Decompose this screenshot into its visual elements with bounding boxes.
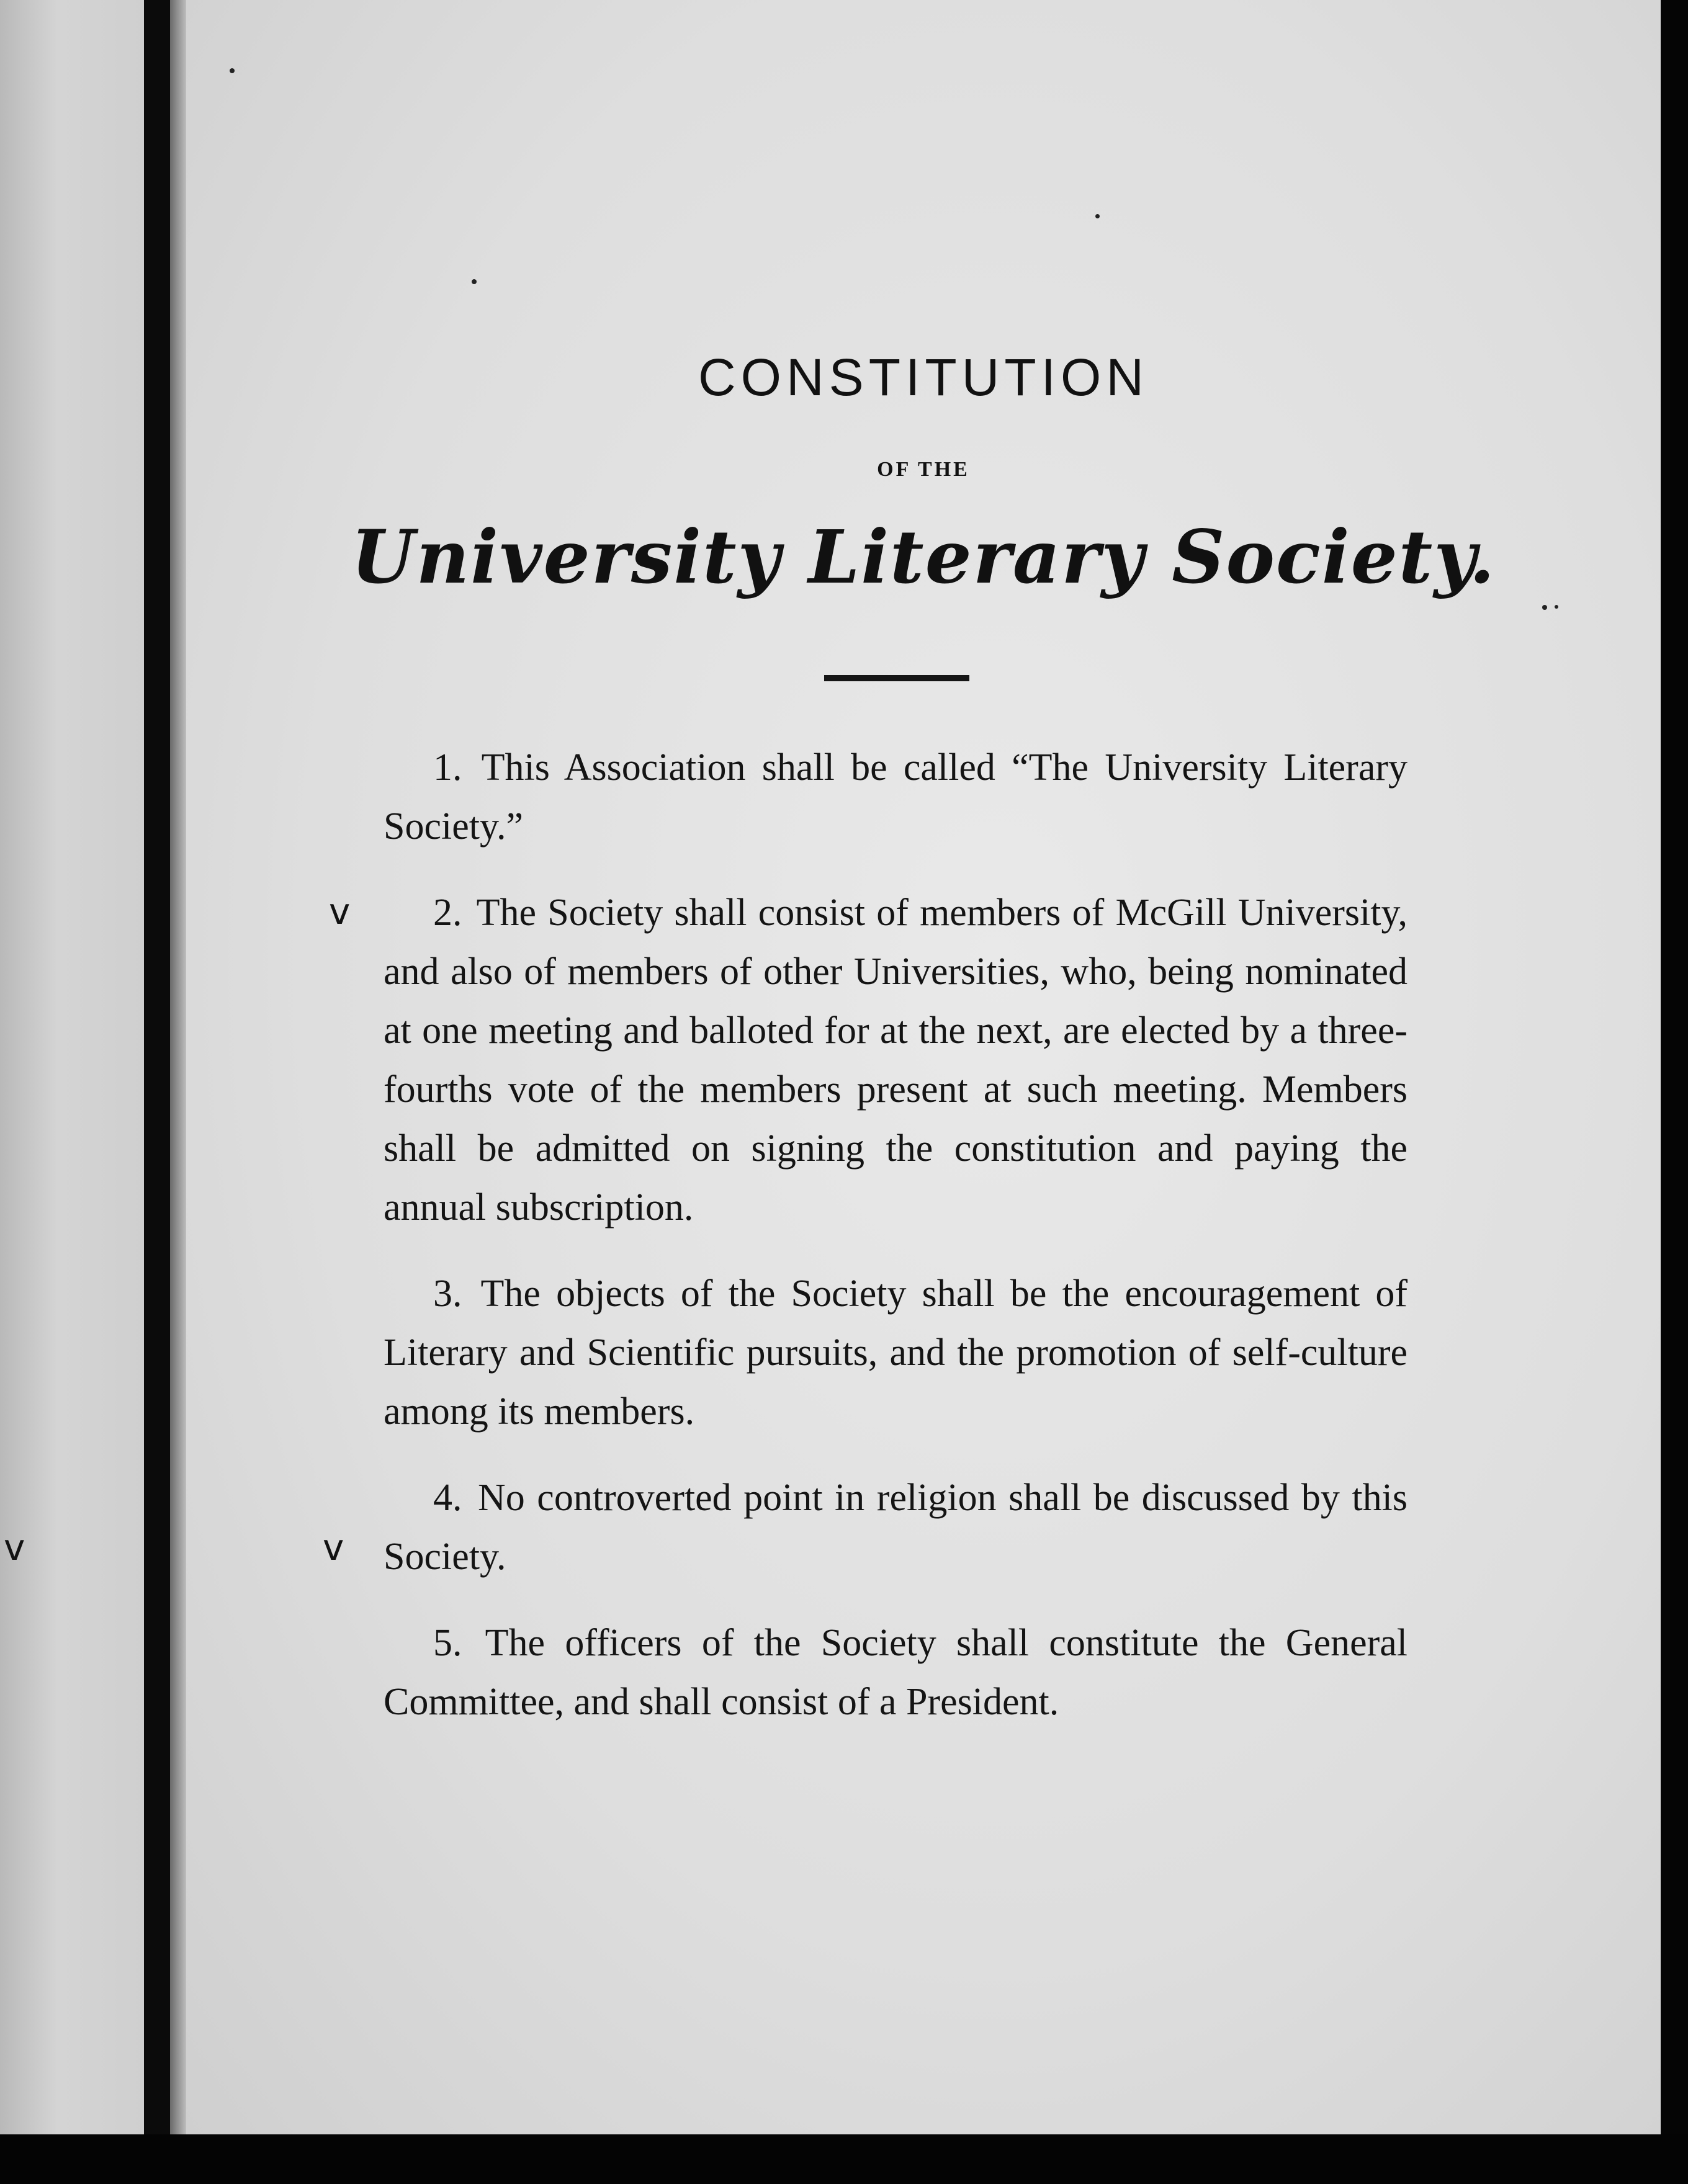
article-1	[384, 738, 1407, 856]
binding-gutter	[144, 0, 170, 2153]
paper-speck	[1095, 214, 1100, 218]
margin-check-mark: v	[323, 1526, 344, 1569]
heading-constitution: CONSTITUTION	[698, 348, 1149, 406]
article-2	[384, 884, 1407, 1237]
heading-society-name: University Literary Society.	[351, 514, 1496, 600]
article-number: 3.	[433, 1273, 462, 1315]
article-text: This Association shall be called “The University Literary Society.”	[384, 746, 1407, 848]
article-text: No controverted point in religion shall be discussed by this Society.	[384, 1477, 1408, 1578]
article-3	[384, 1264, 1407, 1441]
binding-shadow	[170, 0, 186, 2153]
article-4	[384, 1469, 1407, 1587]
article-text: The Society shall consist of members of McGill University, and also of members of other Universities, who, being nominated at one meeting and balloted for at the next, are elected by a three-fourths vote of the members present at such meeting. Members shall be admitted on signing the constitution and paying the annual subscription.	[384, 892, 1407, 1228]
paper-speck	[472, 279, 477, 284]
bottom-scan-border	[0, 2134, 1688, 2184]
paper-speck	[1542, 605, 1547, 610]
article-5	[384, 1614, 1407, 1732]
paper-speck	[1555, 605, 1558, 609]
article-number: 4.	[433, 1477, 462, 1519]
article-number: 1.	[433, 746, 462, 789]
margin-check-mark: v	[329, 890, 351, 933]
previous-page-edge	[0, 0, 144, 2134]
article-number: 5.	[433, 1622, 462, 1664]
article-text: The objects of the Society shall be the encouragement of Literary and Scientific pursuits, and the promotion of self-culture among its members.	[384, 1273, 1407, 1433]
right-scan-border	[1661, 0, 1688, 2184]
paper-speck	[230, 68, 235, 73]
margin-check-mark: v	[4, 1526, 25, 1569]
article-text: The officers of the Society shall constitute the General Committee, and shall consist of a President.	[384, 1622, 1407, 1723]
heading-divider-rule	[824, 675, 969, 681]
article-number: 2.	[433, 892, 462, 934]
heading-of-the: OF THE	[877, 458, 970, 481]
articles-list	[384, 738, 1407, 1759]
